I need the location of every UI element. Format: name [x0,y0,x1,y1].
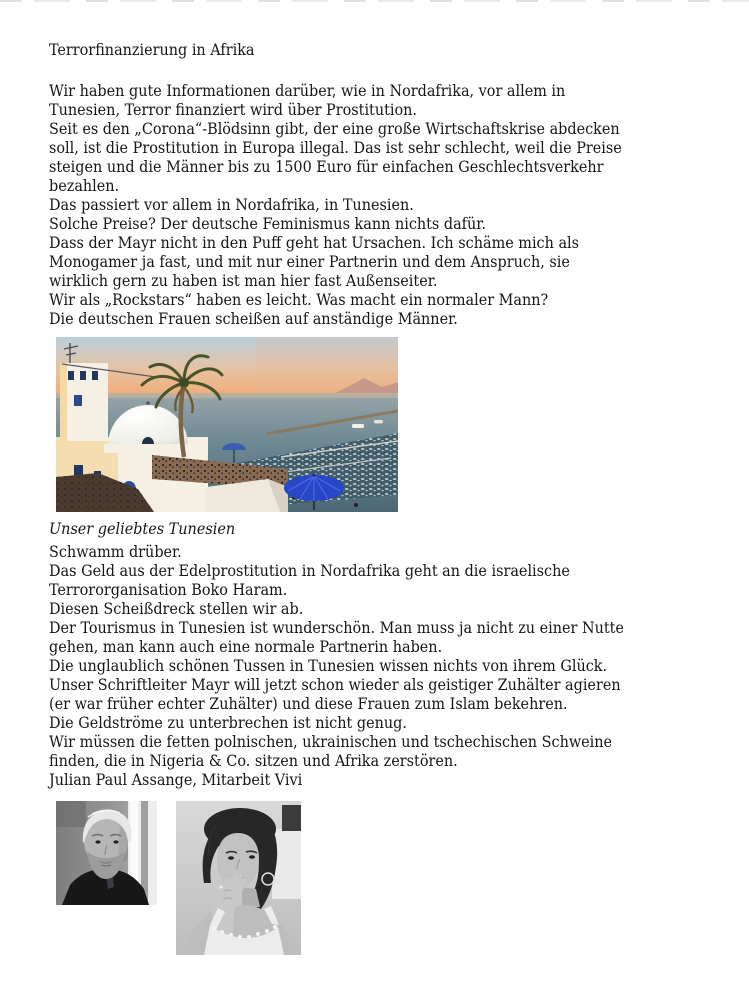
text-line: Wir als „Rockstars“ haben es leicht. Was macht ein normaler Mann? [49,290,549,309]
assange-photo-art [56,801,157,905]
text-line: Diesen Scheißdreck stellen wir ab. [49,599,304,618]
eye [228,856,234,860]
text-line: Solche Preise? Der deutsche Feminismus kann nichts dafür. [49,214,486,233]
text-line: Tunesien, Terror finanziert wird über Prostitution. [49,100,417,119]
vivi-photo-art [176,801,301,955]
paragraph-block-2 [49,542,729,789]
page-title: Terrorfinanzierung in Afrika [49,40,255,59]
dark-frame [282,805,301,831]
text-line: Wir müssen die fetten polnischen, ukrainischen und tschechischen Schweine [49,732,613,751]
text-line: (er war früher echter Zuhälter) und diese Frauen zum Islam bekehren. [49,694,568,713]
portrait-row [56,801,301,955]
text-line: Wir haben gute Informationen darüber, wie in Nordafrika, vor allem in [49,81,566,100]
eye [249,855,255,859]
eye [95,840,100,843]
text-line: Monogamer ja fast, und mit nur einer Partnerin und dem Anspruch, sie [49,252,570,271]
text-line: Schwamm drüber. [49,542,182,561]
blank-line [49,59,729,81]
text-line: Seit es den „Corona“-Blödsinn gibt, der eine große Wirtschaftskrise abdecken [49,119,620,138]
top-edge-artifact [0,0,749,2]
text-line: wirklich gern zu haben ist man hier fast Außenseiter. [49,271,438,290]
text-line: Terrororganisation Boko Haram. [49,580,288,599]
text-line: Die unglaublich schönen Tussen in Tunesien wissen nichts von ihrem Glück. [49,656,608,675]
eye [113,840,118,843]
image-caption: Unser geliebtes Tunesien [49,519,236,538]
text-line: finden, die in Nigeria & Co. sitzen und Afrika zerstören. [49,751,458,770]
assange-photo [56,801,157,905]
text-line: Der Tourismus in Tunesien ist wunderschön. Man muss ja nicht zu einer Nutte [49,618,624,637]
text-line: Das Geld aus der Edelprostitution in Nordafrika geht an die israelische [49,561,570,580]
tunisia-photo-art [56,337,398,512]
tunisia-photo [56,337,729,512]
text-line: Dass der Mayr nicht in den Puff geht hat Ursachen. Ich schäme mich als [49,233,580,252]
paragraph-block-1 [49,81,729,328]
text-line: Das passiert vor allem in Nordafrika, in Tunesien. [49,195,414,214]
ring [219,885,222,888]
text-line: bezahlen. [49,176,120,195]
vivi-photo [176,801,301,955]
text-line: soll, ist die Prostitution in Europa illegal. Das ist sehr schlecht, weil die Preise [49,138,622,157]
text-column [49,40,729,789]
text-line: steigen und die Männer bis zu 1500 Euro für einfachen Geschlechtsverkehr [49,157,604,176]
text-line: Julian Paul Assange, Mitarbeit Vivi [49,770,303,789]
text-line: gehen, man kann auch eine normale Partnerin haben. [49,637,443,656]
text-line: Unser Schriftleiter Mayr will jetzt schon wieder als geistiger Zuhälter agieren [49,675,621,694]
text-line: Die deutschen Frauen scheißen auf anständige Männer. [49,309,458,328]
text-line: Die Geldströme zu unterbrechen ist nicht genug. [49,713,407,732]
